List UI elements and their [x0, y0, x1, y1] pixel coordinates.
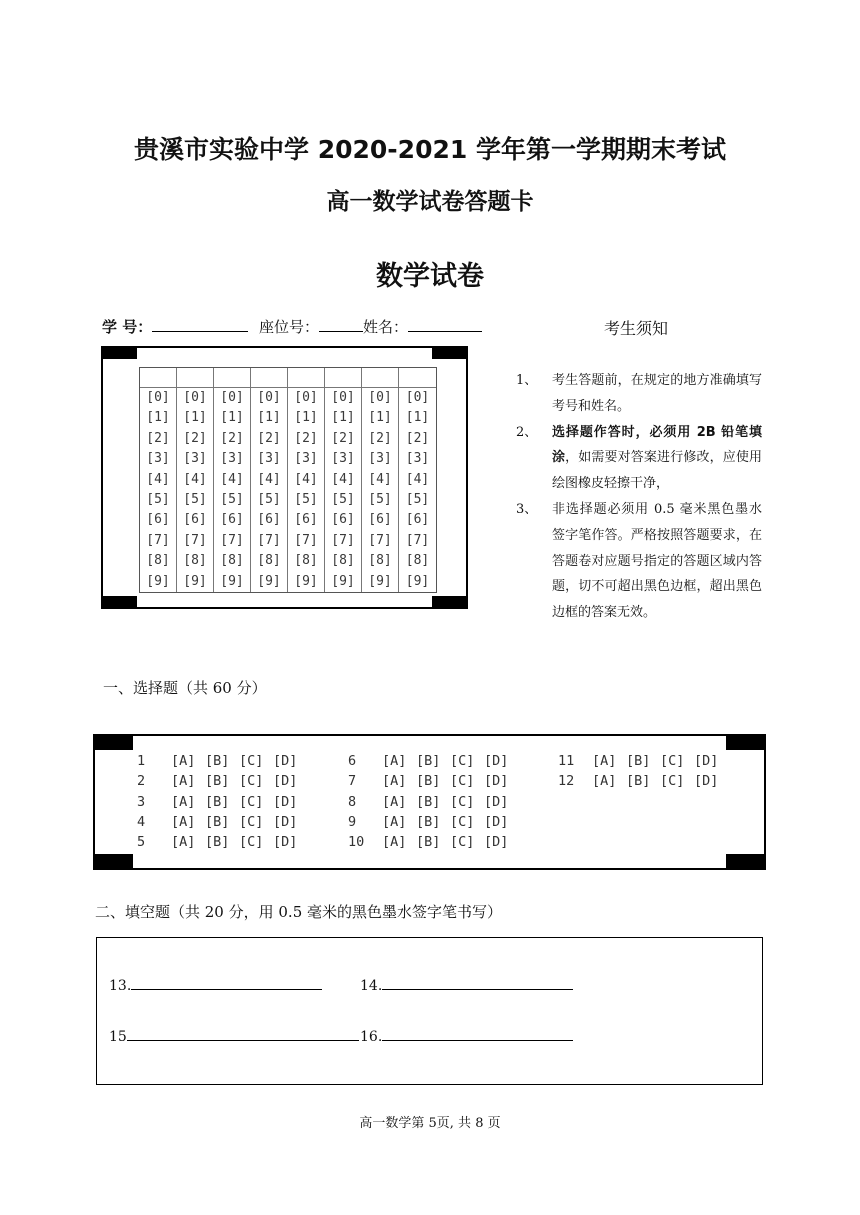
- digit-bubble[interactable]: [7]: [257, 532, 281, 548]
- choice-question: [137, 771, 307, 791]
- option-bubble[interactable]: [A]: [382, 834, 407, 851]
- answer-sheet-title: 高一数学试卷答题卡: [326, 189, 534, 215]
- digit-bubble[interactable]: [1]: [220, 410, 244, 426]
- option-bubble[interactable]: [C]: [660, 773, 685, 790]
- student-no-field[interactable]: [152, 317, 248, 332]
- digit-bubble[interactable]: [2]: [294, 430, 318, 446]
- option-bubble[interactable]: [A]: [171, 813, 196, 830]
- exam-number-column: [288, 368, 325, 592]
- exam-number-write-cell[interactable]: [362, 368, 398, 388]
- digit-bubble[interactable]: [5]: [257, 491, 281, 507]
- question-number: 3: [137, 793, 146, 810]
- multiple-choice-box: [93, 734, 766, 870]
- digit-bubble[interactable]: [2]: [146, 430, 170, 446]
- digit-bubble[interactable]: [2]: [405, 430, 430, 446]
- notice-num: 3、: [516, 501, 538, 517]
- digit-bubble[interactable]: [6]: [146, 512, 170, 528]
- student-no-label: 学 号：: [102, 318, 153, 336]
- digit-bubble[interactable]: [0]: [331, 390, 355, 405]
- option-bubble[interactable]: [A]: [382, 793, 407, 810]
- notice-text-rest: ，如需要对答案进行修改，应使用绘图橡皮轻擦干净，: [552, 450, 762, 492]
- q14-answer-line[interactable]: [382, 975, 573, 990]
- notice-item: [516, 497, 762, 626]
- choice-question: [348, 832, 518, 852]
- digit-bubble[interactable]: [3]: [183, 451, 207, 467]
- exam-number-grid-box: [101, 346, 468, 609]
- option-bubble[interactable]: [D]: [273, 813, 298, 830]
- option-bubble[interactable]: [B]: [416, 753, 441, 769]
- digit-bubble[interactable]: [4]: [220, 471, 244, 487]
- option-bubble[interactable]: [C]: [660, 753, 685, 769]
- digit-bubble[interactable]: [1]: [294, 410, 318, 426]
- exam-number-column: [399, 368, 436, 592]
- option-bubble[interactable]: [A]: [592, 753, 617, 769]
- choice-question: [137, 792, 307, 812]
- seat-field[interactable]: [319, 317, 363, 332]
- q14-label: 14.: [360, 978, 383, 994]
- digit-bubble[interactable]: [8]: [368, 553, 392, 569]
- option-bubble[interactable]: [A]: [382, 773, 407, 790]
- digit-bubble[interactable]: [7]: [405, 532, 430, 548]
- digit-bubble[interactable]: [3]: [220, 451, 244, 467]
- exam-number-write-cell[interactable]: [177, 368, 213, 388]
- option-bubble[interactable]: [D]: [484, 793, 509, 810]
- name-field[interactable]: [408, 317, 482, 332]
- notice-num: 2、: [516, 424, 538, 440]
- digit-bubble[interactable]: [0]: [146, 390, 170, 405]
- option-bubble[interactable]: [A]: [171, 753, 196, 769]
- option-bubble[interactable]: [B]: [626, 773, 651, 790]
- digit-bubble[interactable]: [1]: [405, 410, 430, 426]
- digit-bubble[interactable]: [9]: [183, 573, 207, 589]
- corner-marker: [726, 736, 764, 750]
- digit-bubble[interactable]: [0]: [294, 390, 318, 405]
- digit-bubble[interactable]: [0]: [183, 390, 207, 405]
- option-bubble[interactable]: [D]: [484, 773, 509, 790]
- exam-number-write-cell[interactable]: [140, 368, 176, 388]
- option-bubble[interactable]: [D]: [694, 773, 719, 790]
- corner-marker: [103, 348, 137, 359]
- option-bubble[interactable]: [B]: [416, 813, 441, 830]
- digit-bubble[interactable]: [4]: [405, 471, 430, 487]
- option-bubble[interactable]: [C]: [239, 793, 264, 810]
- digit-bubble[interactable]: [8]: [405, 553, 430, 569]
- digit-bubble[interactable]: [8]: [257, 553, 281, 569]
- digit-bubble[interactable]: [8]: [183, 553, 207, 569]
- q16-answer-line[interactable]: [382, 1026, 573, 1041]
- digit-bubble[interactable]: [2]: [183, 430, 207, 446]
- q16-label: 16.: [360, 1029, 383, 1045]
- fill-q14: [360, 975, 573, 994]
- digit-bubble[interactable]: [4]: [294, 471, 318, 487]
- fill-q15: [109, 1026, 359, 1045]
- option-bubble[interactable]: [A]: [382, 813, 407, 830]
- question-number: 8: [348, 793, 357, 810]
- digit-bubble[interactable]: [0]: [220, 390, 244, 405]
- exam-number-write-cell[interactable]: [399, 368, 436, 388]
- student-info-line: [102, 316, 482, 337]
- fill-q16: [360, 1026, 573, 1045]
- section-1-title: 一、选择题（共 60 分）: [103, 679, 267, 697]
- option-bubble[interactable]: [D]: [273, 773, 298, 790]
- exam-number-write-cell[interactable]: [325, 368, 361, 388]
- digit-bubble[interactable]: [1]: [331, 410, 355, 426]
- notice-item: [516, 368, 762, 420]
- notice-item: [516, 420, 762, 497]
- option-bubble[interactable]: [B]: [205, 773, 230, 790]
- digit-bubble[interactable]: [8]: [220, 553, 244, 569]
- option-bubble[interactable]: [B]: [205, 793, 230, 810]
- digit-bubble[interactable]: [1]: [146, 410, 170, 426]
- question-number: 4: [137, 813, 146, 830]
- choice-question: [137, 812, 307, 832]
- section-2-title: 二、填空题（共 20 分，用 0.5 毫米的黑色墨水签字笔书写）: [95, 903, 503, 921]
- option-bubble[interactable]: [C]: [450, 793, 475, 810]
- q13-answer-line[interactable]: [131, 975, 322, 990]
- digit-bubble[interactable]: [9]: [294, 573, 318, 589]
- exam-title: 贵溪市实验中学 2020-2021 学年第一学期期末考试: [134, 135, 726, 164]
- digit-bubble[interactable]: [5]: [183, 491, 207, 507]
- notice-text: 非选择题必须用 0.5 毫米黑色墨水签字笔作答。严格按照答题要求，在答题卷对应题号指定的答题区域内答题，切不可超出黑色边框，超出黑色边框的答案无效。: [552, 501, 762, 621]
- corner-marker: [103, 596, 137, 607]
- option-bubble[interactable]: [D]: [484, 813, 509, 830]
- q13-label: 13.: [109, 978, 132, 994]
- notice-list: [516, 368, 762, 626]
- option-bubble[interactable]: [D]: [694, 753, 719, 769]
- choice-question: [137, 832, 307, 852]
- option-bubble[interactable]: [C]: [450, 753, 475, 769]
- fill-q13: [109, 975, 322, 994]
- question-number: 12: [558, 773, 575, 790]
- question-number: 5: [137, 834, 146, 851]
- option-bubble[interactable]: [B]: [416, 793, 441, 810]
- digit-bubble[interactable]: [3]: [257, 451, 281, 467]
- exam-number-column: [362, 368, 399, 592]
- digit-bubble[interactable]: [7]: [368, 532, 392, 548]
- q15-label: 15: [109, 1029, 127, 1045]
- option-bubble[interactable]: [D]: [484, 834, 509, 851]
- option-bubble[interactable]: [C]: [239, 813, 264, 830]
- exam-number-grid: [139, 367, 437, 593]
- choice-question: [348, 792, 518, 812]
- digit-bubble[interactable]: [8]: [146, 553, 170, 569]
- digit-bubble[interactable]: [2]: [220, 430, 244, 446]
- question-number: 11: [558, 753, 575, 769]
- question-number: 9: [348, 813, 357, 830]
- notice-title: 考生须知: [604, 319, 669, 338]
- fill-in-box: [96, 937, 763, 1085]
- digit-bubble[interactable]: [8]: [294, 553, 318, 569]
- notice-text: [552, 420, 762, 497]
- notice-text: 考生答题前，在规定的地方准确填写考号和姓名。: [552, 373, 762, 414]
- digit-bubble[interactable]: [6]: [331, 512, 355, 528]
- digit-bubble[interactable]: [4]: [183, 471, 207, 487]
- digit-bubble[interactable]: [2]: [257, 430, 281, 446]
- option-bubble[interactable]: [D]: [273, 834, 298, 851]
- choice-question: [348, 771, 518, 791]
- exam-number-column: [251, 368, 288, 592]
- question-number: 10: [348, 834, 365, 851]
- choice-question: [558, 751, 728, 771]
- option-bubble[interactable]: [B]: [626, 753, 651, 769]
- digit-bubble[interactable]: [5]: [220, 491, 244, 507]
- option-bubble[interactable]: [C]: [450, 834, 475, 851]
- exam-number-column: [177, 368, 214, 592]
- option-bubble[interactable]: [A]: [171, 773, 196, 790]
- digit-bubble[interactable]: [5]: [146, 491, 170, 507]
- corner-marker: [432, 596, 466, 607]
- digit-bubble[interactable]: [4]: [331, 471, 355, 487]
- option-bubble[interactable]: [D]: [273, 793, 298, 810]
- option-bubble[interactable]: [C]: [450, 773, 475, 790]
- digit-bubble[interactable]: [9]: [368, 573, 392, 589]
- digit-bubble[interactable]: [9]: [405, 573, 430, 589]
- digit-bubble[interactable]: [5]: [405, 491, 430, 507]
- digit-bubble[interactable]: [2]: [331, 430, 355, 446]
- corner-marker: [95, 854, 133, 868]
- digit-bubble[interactable]: [5]: [368, 491, 392, 507]
- digit-bubble[interactable]: [0]: [405, 390, 430, 405]
- option-bubble[interactable]: [B]: [416, 834, 441, 851]
- digit-bubble[interactable]: [3]: [405, 451, 430, 467]
- option-bubble[interactable]: [B]: [205, 813, 230, 830]
- digit-bubble[interactable]: [7]: [146, 532, 170, 548]
- digit-bubble[interactable]: [5]: [294, 491, 318, 507]
- digit-bubble[interactable]: [3]: [146, 451, 170, 467]
- question-number: 6: [348, 753, 357, 769]
- digit-bubble[interactable]: [5]: [331, 491, 355, 507]
- option-bubble[interactable]: [A]: [592, 773, 617, 790]
- digit-bubble[interactable]: [2]: [368, 430, 392, 446]
- digit-bubble[interactable]: [1]: [368, 410, 392, 426]
- digit-bubble[interactable]: [6]: [294, 512, 318, 528]
- option-bubble[interactable]: [A]: [382, 753, 407, 769]
- page-footer: 高一数学第 5页, 共 8 页: [359, 1116, 501, 1131]
- digit-bubble[interactable]: [9]: [331, 573, 355, 589]
- question-number: 2: [137, 773, 146, 790]
- digit-bubble[interactable]: [6]: [368, 512, 392, 528]
- option-bubble[interactable]: [D]: [273, 753, 298, 769]
- digit-bubble[interactable]: [4]: [368, 471, 392, 487]
- exam-number-column: [140, 368, 177, 592]
- digit-bubble[interactable]: [0]: [257, 390, 281, 405]
- question-number: 1: [137, 753, 146, 769]
- name-label: 姓名：: [363, 318, 409, 336]
- digit-bubble[interactable]: [6]: [220, 512, 244, 528]
- digit-bubble[interactable]: [4]: [257, 471, 281, 487]
- option-bubble[interactable]: [B]: [205, 834, 230, 851]
- digit-bubble[interactable]: [1]: [257, 410, 281, 426]
- choice-question: [348, 812, 518, 832]
- digit-bubble[interactable]: [6]: [257, 512, 281, 528]
- question-number: 7: [348, 773, 357, 790]
- digit-bubble[interactable]: [7]: [220, 532, 244, 548]
- option-bubble[interactable]: [C]: [239, 834, 264, 851]
- digit-bubble[interactable]: [9]: [257, 573, 281, 589]
- digit-bubble[interactable]: [0]: [368, 390, 392, 405]
- digit-bubble[interactable]: [8]: [331, 553, 355, 569]
- choice-question: [558, 771, 728, 791]
- digit-bubble[interactable]: [3]: [294, 451, 318, 467]
- digit-bubble[interactable]: [6]: [183, 512, 207, 528]
- option-bubble[interactable]: [C]: [239, 773, 264, 790]
- notice-num: 1、: [516, 373, 538, 388]
- exam-number-write-cell[interactable]: [288, 368, 324, 388]
- option-bubble[interactable]: [A]: [171, 834, 196, 851]
- seat-label: 座位号：: [259, 318, 320, 336]
- choice-question: [137, 751, 307, 771]
- digit-bubble[interactable]: [4]: [146, 471, 170, 487]
- q15-answer-line[interactable]: [127, 1026, 359, 1041]
- digit-bubble[interactable]: [9]: [220, 573, 244, 589]
- digit-bubble[interactable]: [7]: [183, 532, 207, 548]
- digit-bubble[interactable]: [6]: [405, 512, 430, 528]
- option-bubble[interactable]: [D]: [484, 753, 509, 769]
- exam-number-column: [325, 368, 362, 592]
- subject-title: 数学试卷: [376, 261, 484, 292]
- option-bubble[interactable]: [A]: [171, 793, 196, 810]
- corner-marker: [95, 736, 133, 750]
- exam-number-write-cell[interactable]: [251, 368, 287, 388]
- exam-number-write-cell[interactable]: [214, 368, 250, 388]
- corner-marker: [726, 854, 764, 868]
- digit-bubble[interactable]: [3]: [368, 451, 392, 467]
- exam-number-column: [214, 368, 251, 592]
- digit-bubble[interactable]: [7]: [294, 532, 318, 548]
- digit-bubble[interactable]: [7]: [331, 532, 355, 548]
- corner-marker: [432, 348, 466, 359]
- option-bubble[interactable]: [B]: [205, 753, 230, 769]
- option-bubble[interactable]: [B]: [416, 773, 441, 790]
- notice-bold-text: 选择题作答时，必须用 2B 铅笔填涂: [552, 424, 762, 466]
- digit-bubble[interactable]: [1]: [183, 410, 207, 426]
- digit-bubble[interactable]: [3]: [331, 451, 355, 467]
- option-bubble[interactable]: [C]: [239, 753, 264, 769]
- option-bubble[interactable]: [C]: [450, 813, 475, 830]
- digit-bubble[interactable]: [9]: [146, 573, 170, 589]
- choice-question: [348, 751, 518, 771]
